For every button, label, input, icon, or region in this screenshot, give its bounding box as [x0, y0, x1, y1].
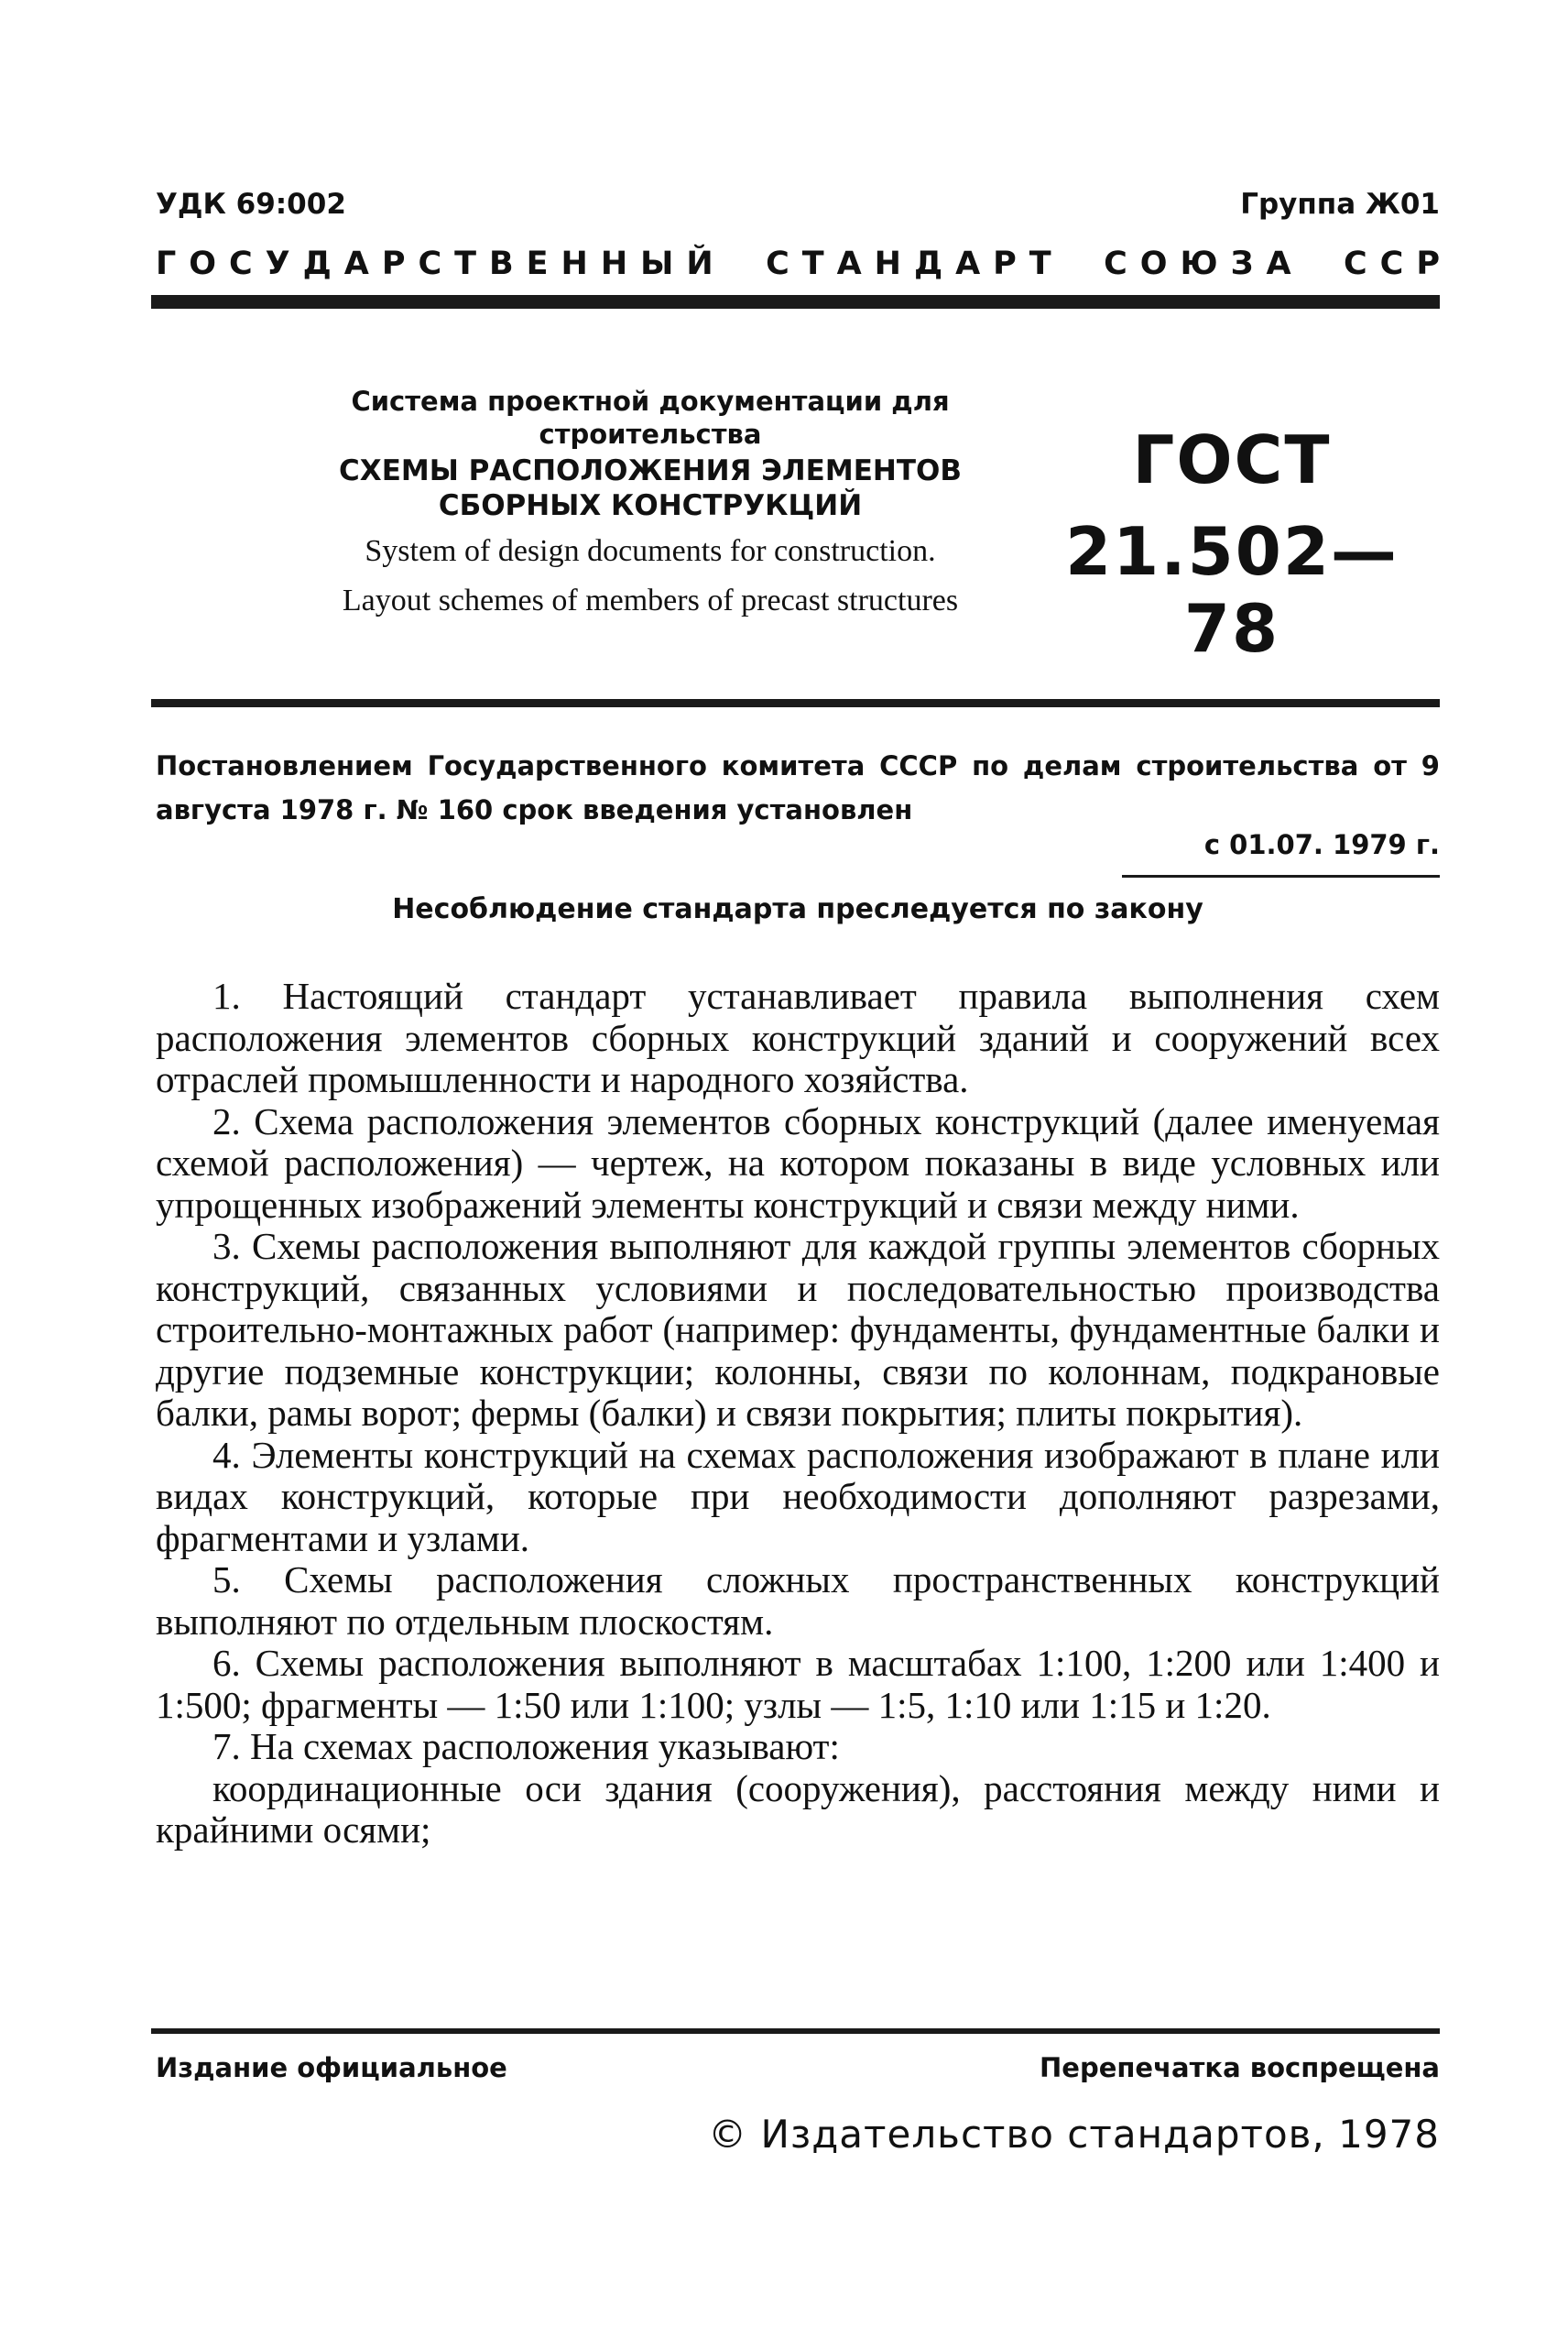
effective-date: с 01.07. 1979 г. — [1203, 829, 1440, 860]
decree-text: Постановлением Государственного комитета СССР по делам строительства от 9 августа 1978 г. № 160 срок введения установлен — [156, 750, 1440, 825]
state-standard-heading — [156, 246, 1440, 282]
system-title: Система проектной документации для строительства — [351, 386, 950, 451]
clause-1: 1. Настоящий стандарт устанавливает правила выполнения схем расположения элементов сборных конструкций зданий и сооружений всех отраслей промышленности и народного хозяйства. — [156, 975, 1440, 1100]
publisher-copyright: © Издательство стандартов, 1978 — [708, 2112, 1440, 2157]
date-rule — [1122, 875, 1440, 878]
title-block — [275, 385, 1026, 622]
clause-5: 5. Схемы расположения сложных пространственных конструкций выполняют по отдельным плоскостям. — [156, 1558, 1440, 1643]
gost-label: ГОСТ — [1132, 421, 1332, 498]
clause-6: 6. Схемы расположения выполняют в масштабах 1:100, 1:200 или 1:400 и 1:500; фрагменты — 1:50 или 1:100; узлы — 1:5, 1:10 или 1:15 и 1:20. — [156, 1642, 1440, 1726]
official-edition: Издание официальное — [156, 2052, 507, 2083]
main-title: СХЕМЫ РАСПОЛОЖЕНИЯ ЭЛЕМЕНТОВ СБОРНЫХ КОНСТРУКЦИЙ — [339, 453, 962, 523]
standard-body — [156, 976, 1440, 1852]
title-rule — [151, 699, 1440, 707]
clause-7: 7. На схемах расположения указывают: — [212, 1725, 840, 1767]
footer-rule — [151, 2028, 1440, 2034]
legal-warning: Несоблюдение стандарта преследуется по закону — [392, 893, 1203, 925]
clause-2: 2. Схема расположения элементов сборных конструкций (далее именуемая схемой расположения) — чертеж, на котором показаны в виде условных или упрощенных изображений элементы конструкций и связи между ними. — [156, 1099, 1440, 1226]
state-word-2: С Т А Н Д А Р Т — [766, 246, 1051, 282]
group-code: Группа Ж01 — [1240, 188, 1440, 221]
gost-number: 21.502—78 — [1065, 513, 1399, 667]
state-word-4: С С Р — [1344, 246, 1440, 282]
clause-3: 3. Схемы расположения выполняют для каждой группы элементов сборных конструкций, связанных условиями и последовательностью производства строительно-монтажных работ (например: фундаменты, фундаментные балки и другие подземные конструкции; колонны, связи по колоннам, подкрановые балки, рамы ворот; фермы (балки) и связи покрытия; плиты покрытия). — [156, 1225, 1440, 1434]
english-title-1: System of design documents for construction. — [365, 534, 936, 568]
reprint-notice: Перепечатка воспрещена — [1040, 2052, 1440, 2083]
state-word-3: С О Ю З А — [1104, 246, 1291, 282]
clause-7-item: координационные оси здания (сооружения), расстояния между ними и крайними осями; — [156, 1766, 1440, 1851]
english-title-2: Layout schemes of members of precast structures — [342, 583, 959, 617]
header-rule — [151, 295, 1440, 309]
udk-code: УДК 69:002 — [156, 188, 346, 221]
clause-4: 4. Элементы конструкций на схемах расположения изображают в плане или видах конструкций, которые при необходимости дополняют разрезами, фрагментами и узлами. — [156, 1433, 1440, 1559]
state-word-1: Г О С У Д А Р С Т В Е Н Н Ы Й — [156, 246, 713, 282]
